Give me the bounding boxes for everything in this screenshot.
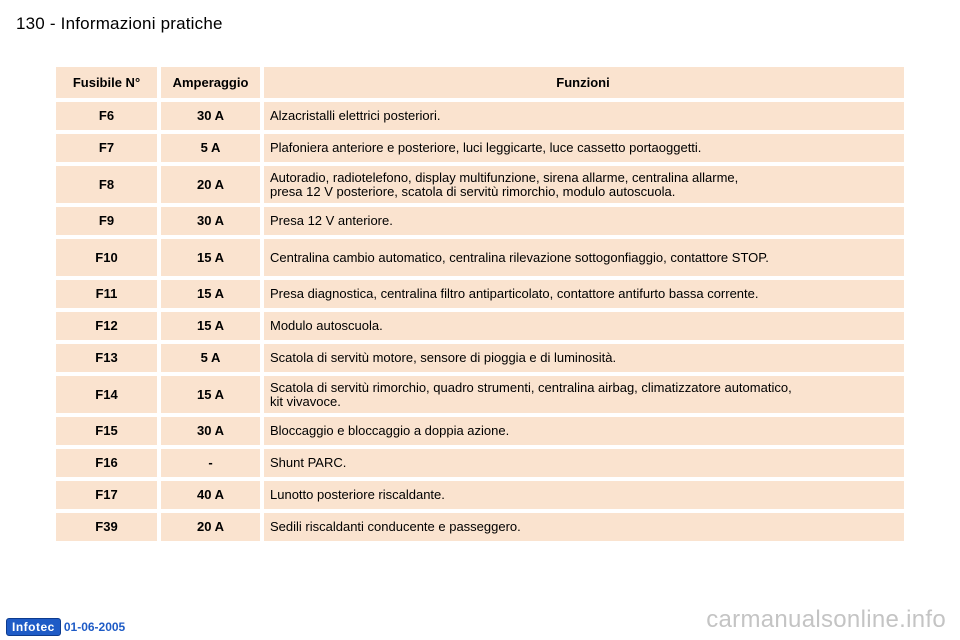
fuse-function-cell (264, 449, 904, 477)
fuse-function: Autoradio, radiotelefono, display multifunzione, sirena allarme, centralina allarme, presa 12 V posteriore, scatola di servitù rimorchio, modulo autoscuola. (270, 169, 739, 199)
fuse-number: F8 (56, 166, 157, 203)
fuse-function: Scatola di servitù rimorchio, quadro strumenti, centralina airbag, climatizzatore automatico, kit vivavoce. (270, 379, 792, 409)
fuse-number: F10 (56, 239, 157, 276)
header-amperage: Amperaggio (161, 67, 260, 98)
header-fuse-number: Fusibile N° (56, 67, 157, 98)
watermark: carmanualsonline.info (706, 606, 946, 633)
table-row (56, 134, 904, 162)
fuse-number: F11 (56, 280, 157, 308)
fuse-function-cell (264, 312, 904, 340)
table-row (56, 417, 904, 445)
fuse-function-cell (264, 417, 904, 445)
table-row (56, 239, 904, 276)
table-row (56, 312, 904, 340)
fuse-number: F39 (56, 513, 157, 541)
fuse-number: F7 (56, 134, 157, 162)
fuse-function: Presa diagnostica, centralina filtro antiparticolato, contattore antifurto bassa corrente. (270, 286, 759, 301)
fuse-amperage: 20 A (161, 513, 260, 541)
fuse-function-cell (264, 513, 904, 541)
table-row (56, 449, 904, 477)
fuse-function: Scatola di servitù motore, sensore di pioggia e di luminosità. (270, 350, 617, 365)
fuse-number: F15 (56, 417, 157, 445)
fuse-amperage: 15 A (161, 376, 260, 413)
fuse-amperage: - (161, 449, 260, 477)
fuse-number: F9 (56, 207, 157, 235)
fuse-number: F13 (56, 344, 157, 372)
fuse-function-cell (264, 134, 904, 162)
fuse-function: Alzacristalli elettrici posteriori. (270, 108, 441, 123)
table-row (56, 344, 904, 372)
footer (6, 618, 125, 636)
table-row (56, 102, 904, 130)
fuse-amperage: 30 A (161, 207, 260, 235)
fuse-number: F17 (56, 481, 157, 509)
fuse-function: Sedili riscaldanti conducente e passeggero. (270, 519, 521, 534)
fuse-number: F6 (56, 102, 157, 130)
table-row (56, 513, 904, 541)
fuse-number: F14 (56, 376, 157, 413)
infotec-logo: Infotec (6, 618, 61, 636)
fuse-amperage: 15 A (161, 280, 260, 308)
fuse-function-cell (264, 376, 904, 413)
fuse-number: F16 (56, 449, 157, 477)
fuse-function: Modulo autoscuola. (270, 318, 383, 333)
fuse-number: F12 (56, 312, 157, 340)
fuse-function-cell (264, 481, 904, 509)
fuse-amperage: 5 A (161, 344, 260, 372)
table-header-row (56, 67, 904, 98)
fuse-amperage: 20 A (161, 166, 260, 203)
table-row (56, 166, 904, 203)
fuse-function-cell (264, 207, 904, 235)
fuse-function: Bloccaggio e bloccaggio a doppia azione. (270, 423, 510, 438)
fuse-amperage: 40 A (161, 481, 260, 509)
fuse-function: Presa 12 V anteriore. (270, 213, 393, 228)
fuse-amperage: 15 A (161, 239, 260, 276)
page-title: 130 - Informazioni pratiche (16, 14, 223, 33)
fuse-amperage: 30 A (161, 417, 260, 445)
header-functions: Funzioni (264, 67, 904, 98)
table-row (56, 481, 904, 509)
table-row (56, 376, 904, 413)
fuse-function: Lunotto posteriore riscaldante. (270, 487, 445, 502)
fuse-function-cell (264, 102, 904, 130)
fuse-amperage: 15 A (161, 312, 260, 340)
footer-date: 01-06-2005 (63, 620, 126, 634)
fuse-table (56, 67, 904, 541)
table-row (56, 207, 904, 235)
fuse-function: Plafoniera anteriore e posteriore, luci leggicarte, luce cassetto portaoggetti. (270, 140, 702, 155)
fuse-function: Shunt PARC. (270, 455, 347, 470)
table-row (56, 280, 904, 308)
fuse-function: Centralina cambio automatico, centralina rilevazione sottogonfiaggio, contattore STOP. (270, 249, 769, 265)
fuse-amperage: 30 A (161, 102, 260, 130)
fuse-function-cell (264, 280, 904, 308)
fuse-amperage: 5 A (161, 134, 260, 162)
fuse-function-cell (264, 166, 904, 203)
fuse-function-cell (264, 239, 904, 276)
fuse-function-cell (264, 344, 904, 372)
